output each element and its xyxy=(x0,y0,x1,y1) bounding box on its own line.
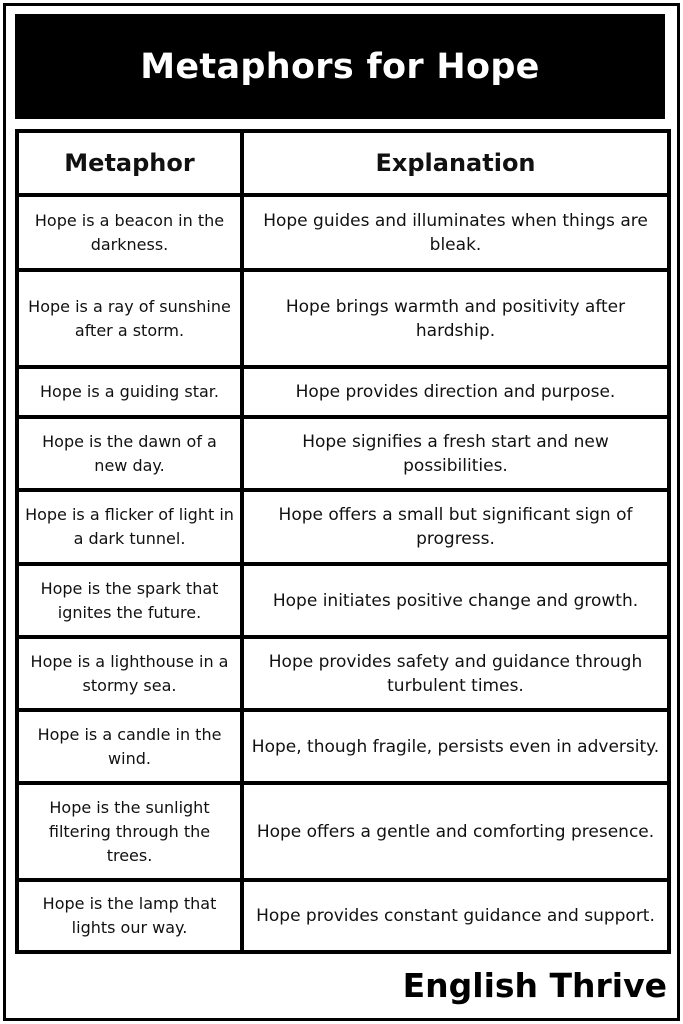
table-row xyxy=(17,710,669,783)
metaphor-cell: Hope is the dawn of a new day. xyxy=(17,417,242,490)
table-row xyxy=(17,564,669,637)
table-row xyxy=(17,880,669,952)
metaphor-cell: Hope is a guiding star. xyxy=(17,367,242,417)
column-header-metaphor: Metaphor xyxy=(17,131,242,195)
metaphor-cell: Hope is a ray of sunshine after a storm. xyxy=(17,270,242,367)
explanation-cell: Hope, though fragile, persists even in adversity. xyxy=(242,710,669,783)
table-row xyxy=(17,367,669,417)
column-header-explanation: Explanation xyxy=(242,131,669,195)
table-row xyxy=(17,490,669,564)
explanation-cell: Hope guides and illuminates when things are bleak. xyxy=(242,195,669,270)
table-row xyxy=(17,783,669,880)
metaphor-cell: Hope is a beacon in the darkness. xyxy=(17,195,242,270)
metaphor-cell: Hope is the sunlight filtering through the trees. xyxy=(17,783,242,880)
metaphor-table-container xyxy=(15,129,667,954)
explanation-cell: Hope offers a small but significant sign of progress. xyxy=(242,490,669,564)
explanation-cell: Hope provides direction and purpose. xyxy=(242,367,669,417)
brand-name: English Thrive xyxy=(402,966,667,1005)
metaphor-cell: Hope is the spark that ignites the future. xyxy=(17,564,242,637)
table-row xyxy=(17,195,669,270)
table-row xyxy=(17,417,669,490)
metaphor-cell: Hope is a candle in the wind. xyxy=(17,710,242,783)
explanation-cell: Hope brings warmth and positivity after hardship. xyxy=(242,270,669,367)
page-title: Metaphors for Hope xyxy=(140,46,540,87)
explanation-cell: Hope offers a gentle and comforting presence. xyxy=(242,783,669,880)
metaphor-cell: Hope is a flicker of light in a dark tunnel. xyxy=(17,490,242,564)
explanation-cell: Hope signifies a fresh start and new possibilities. xyxy=(242,417,669,490)
title-banner xyxy=(15,14,665,119)
table-row xyxy=(17,270,669,367)
explanation-cell: Hope initiates positive change and growth. xyxy=(242,564,669,637)
metaphor-cell: Hope is a lighthouse in a stormy sea. xyxy=(17,637,242,710)
explanation-cell: Hope provides safety and guidance through turbulent times. xyxy=(242,637,669,710)
metaphor-cell: Hope is the lamp that lights our way. xyxy=(17,880,242,952)
explanation-cell: Hope provides constant guidance and support. xyxy=(242,880,669,952)
table-header-row xyxy=(17,131,669,195)
metaphor-table xyxy=(15,129,671,954)
table-row xyxy=(17,637,669,710)
